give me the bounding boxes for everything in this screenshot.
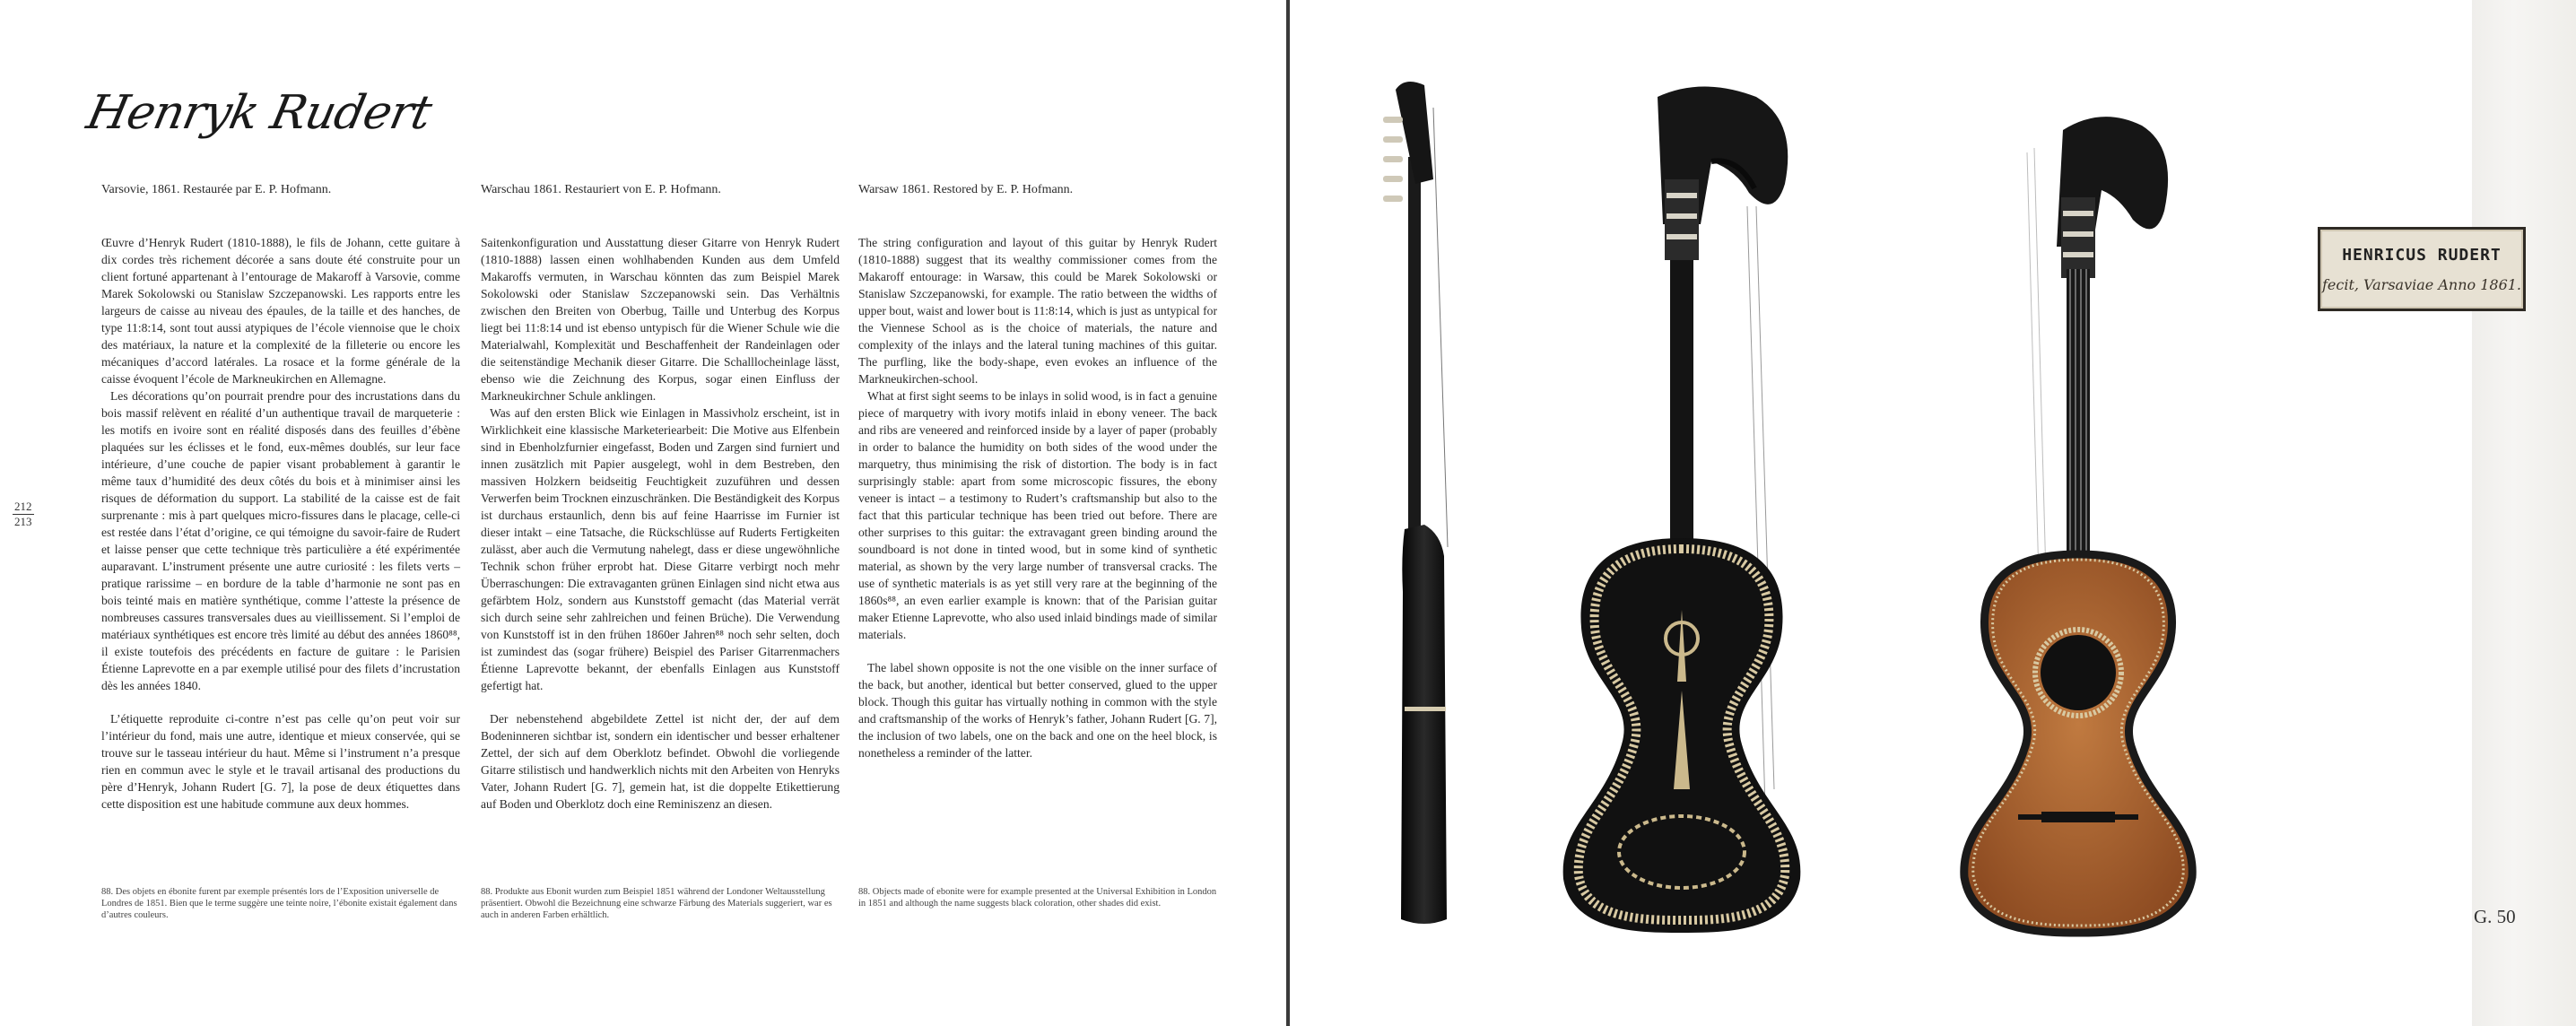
- guitar-photographs: [1290, 0, 2472, 1026]
- page-number-left: 212: [14, 500, 32, 513]
- paragraph-de-1: Saitenkonfiguration und Ausstattung dieser Gitarre von Henryk Rudert (1810-1888) lassen einen wohlhabenden Kunden aus dem Umfeld Makaroffs vermuten, in Warschau könnten das zum Beispiel Marek Sokolowski oder Stanislaw Szczepanowski sein. Das Verhältnis zwischen den Breiten von Oberbug, Taille und Unterbug des Korpus liegt bei 11:8:14 und ist ebenso untypisch für die Wiener Schule wie die Materialwahl, Komplexität und Beschaffenheit der Randeinlagen oder die seitenständige Mechanik dieser Gitarre. Die Schalllocheinlage lässt, ebenso wie die Zeichnung des Korpus, sogar einen Einfluss der Markneukirchner Schule anklingen.: [481, 236, 840, 403]
- place-line-de: Warschau 1861. Restauriert von E. P. Hofmann.: [481, 183, 721, 196]
- maker-signature: Henryk Rudert: [82, 86, 436, 140]
- guitar-back-view: [1563, 87, 1801, 934]
- paragraph-de-2: Was auf den ersten Blick wie Einlagen in Massivholz erscheint, ist in Wirklichkeit eine klassische Marketeriearbeit: Die Motive aus Elfenbein sind in Ebenholzfurnier eingefasst, Boden und Zargen sind furniert und innen zusätzlich mit Papier ausgelegt, wohl in dem Bestreben, den massiven Holzkern beidseitig Feuchtigkeit zuzuführen und dessen Verwerfen beim Trocknen einzuschränken. Die Beständigkeit des Korpus ist durchaus erstaunlich, denn bis auf feine Haarrisse im Furnier ist dieser intakt – eine Tatsache, die Rückschlüsse auf Ruderts Fertigkeiten zulässt, aber auch die Vermutung nahelegt, dass er diese ungewöhnliche Technik schon früher erprobt hat. Diese Gitarre verbirgt noch mehr Überraschungen: Die extravaganten grünen Einlagen sind nicht etwa aus gefärbtem Holz, sondern aus Kunststoff gemacht (das Material verrät sich durch seine sehr zahlreichen und feinen Brüche). Die Verwendung von Kunststoff ist in den frühen 1860er Jahren⁸⁸ noch sehr selten, doch ist zumindest das (sogar frühere) Beispiel des Pariser Gitarrenmachers Étienne Laprevotte bekannt, der ebenfalls Einlagen aus Kunststoff gefertigt hat.: [481, 406, 840, 692]
- paragraph-en-1: The string configuration and layout of this guitar by Henryk Rudert (1810-1888) suggest that its wealthy commissioner comes from the Makaroff entourage: in Warsaw, this could be Marek Sokolowski or Stanislaw Szczepanowski, for example. The ratio between the widths of upper bout, waist and lower bout is 11:8:14, which is just as untypical for the Viennese School as is the choice of materials, the nature and complexity of the inlays and the lateral tuning machines of this guitar. The purfling, like the body-shape, even evokes an influence of the Markneukirchen-school.: [858, 236, 1217, 386]
- footnote-fr: 88. Des objets en ébonite furent par exemple présentés lors de l’Exposition universelle de Londres de 1851. Bien que le terme suggère une teinte noire, l’ébonite existait également dans d’autres couleurs.: [101, 887, 457, 920]
- place-line-en: Warsaw 1861. Restored by E. P. Hofmann.: [858, 183, 1074, 196]
- page-edge-shadow: [2472, 0, 2576, 1026]
- paragraph-fr-3: L’étiquette reproduite ci-contre n’est pas celle qu’on peut voir sur l’intérieur du fond, mais une autre, identique et mieux conservée, qui se trouve sur le tasseau intérieur du haut. Même si l’instrument n’a presque rien en commun avec le style et le travail artisanal des productions du père d’Henryk, Johann Rudert [G. 7], la pose de deux étiquettes dans cette disposition est une habitude commune aux deux hommes.: [101, 712, 460, 811]
- footnote-de: 88. Produkte aus Ebonit wurden zum Beispiel 1851 während der Londoner Weltausstellung präsentiert. Obwohl die Bezeichnung eine schwarze Färbung des Materials suggeriert, war es auch in anderen Farben erhältlich.: [481, 887, 832, 920]
- page-number-right: 213: [14, 515, 32, 528]
- paragraph-fr-1: Œuvre d’Henryk Rudert (1810-1888), le fils de Johann, cette guitare à dix cordes très richement décorée a sans doute été construite pour un client fortuné appartenant à l’entourage de Makaroff à Varsovie, comme Marek Sokolowski ou Stanislaw Szczepanowski. Les rapports entre les largeurs de caisse au niveau des épaules, de la taille et des hanches, de type 11:8:14, sont tout aussi atypiques de l’école viennoise que le choix des matériaux, la nature et la complexité de la filleterie ou encore les mécaniques d’accord latérales. La rosace et la forme générale de la caisse évoquent l’école de Markneukirchen en Allemagne.: [101, 236, 460, 386]
- column-english: [858, 181, 1217, 761]
- guitar-side-view: [1383, 82, 1448, 924]
- left-page: [0, 0, 1286, 1026]
- place-line-fr: Varsovie, 1861. Restaurée par E. P. Hofmann.: [101, 183, 332, 196]
- paragraph-de-3: Der nebenstehend abgebildete Zettel ist nicht der, der auf dem Bodeninneren sichtbar ist, sondern ein identischer und besser erhaltener Zettel, der sich auf dem Oberklotz befindet. Obwohl die vorliegende Gitarre stilistisch und handwerklich nichts mit den Arbeiten von Henryks Vater, Johann Rudert [G. 7], gemein hat, ist die doppelte Etikettierung auf Boden und Oberklotz doch eine Reminiszenz an diesen.: [481, 712, 840, 811]
- maker-label-inscription: fecit, Varsaviae Anno 1861.: [2321, 276, 2522, 293]
- paragraph-en-3: The label shown opposite is not the one visible on the inner surface of the back, but another, identical but better conserved, glued to the upper block. Though this guitar has virtually nothing in common with the style and craftsmanship of the works of Henryk’s father, Johann Rudert [G. 7], the inclusion of two labels, one on the back and one on the heel block, is nonetheless a reminder of the latter.: [858, 661, 1217, 760]
- maker-label: [2318, 227, 2526, 311]
- guitar-front-view: [1964, 117, 2192, 933]
- paragraph-fr-2: Les décorations qu’on pourrait prendre pour des incrustations dans du bois massif relèvent en réalité d’un authentique travail de marqueterie : les motifs en ivoire sont en réalité disposés dans des feuilles d’ébène plaquées sur les éclisses et le fond, eux-mêmes doublés, sur leur face intérieure, d’une couche de papier visant probablement à garantir le même taux d’humidité des deux côtés du bois et à minimiser ainsi les risques de déformation du support. La stabilité de la caisse est de fait surprenante : mis à part quelques micro-fissures dans le placage, celle-ci est restée dans l’état d’origine, ce qui témoigne du savoir-faire de Rudert et laisse penser que cette technique très particulière a été expérimentée auparavant. L’instrument présente une autre curiosité : les filets verts – pratique rarissime – en bordure de la table d’harmonie ne sont pas en bois teinté mais en matière synthétique, comme l’atteste la présence de nombreuses cassures transversales dues au vieillissement. Si l’emploi de matériaux synthétiques est encore très limité au début des années 1860⁸⁸, il existe toutefois des précédents en facture de guitare : le Parisien Étienne Laprevotte en a par exemple utilisé pour des filets d’incrustation dès les années 1840.: [101, 389, 460, 692]
- maker-label-name: HENRICUS RUDERT: [2342, 246, 2502, 265]
- figure-id: G. 50: [2474, 906, 2516, 927]
- column-french: [101, 181, 460, 813]
- page-numbers: [13, 500, 34, 529]
- paragraph-en-2: What at first sight seems to be inlays in solid wood, is in fact a genuine piece of marquetry with ivory motifs inlaid in ebony veneer. The back and ribs are veneered and reinforced inside by a layer of paper (probably in order to balance the humidity on both sides of the wood under the marquetry, thus minimising the risk of distortion. The body is in fact surprisingly stable: apart from some microscopic fissures, the ebony veneer is intact – a testimony to Rudert’s craftsmanship but also to the fact that this particular technique has been tried out before. There are other surprises to this guitar: the extravagant green binding around the soundboard is not done in tinted wood, but in some kind of synthetic material, as shown by the very large number of transversal cracks. The use of synthetic materials is as yet still very rare at the beginning of the 1860s⁸⁸, an even earlier example is known: that of the Parisian guitar maker Etienne Laprevotte, who also used inlaid bindings made of similar materials.: [858, 389, 1217, 641]
- column-german: [481, 181, 840, 813]
- footnote-en: 88. Objects made of ebonite were for example presented at the Universal Exhibition in London in 1851 and although the name suggests black coloration, other shades did exist.: [858, 887, 1217, 909]
